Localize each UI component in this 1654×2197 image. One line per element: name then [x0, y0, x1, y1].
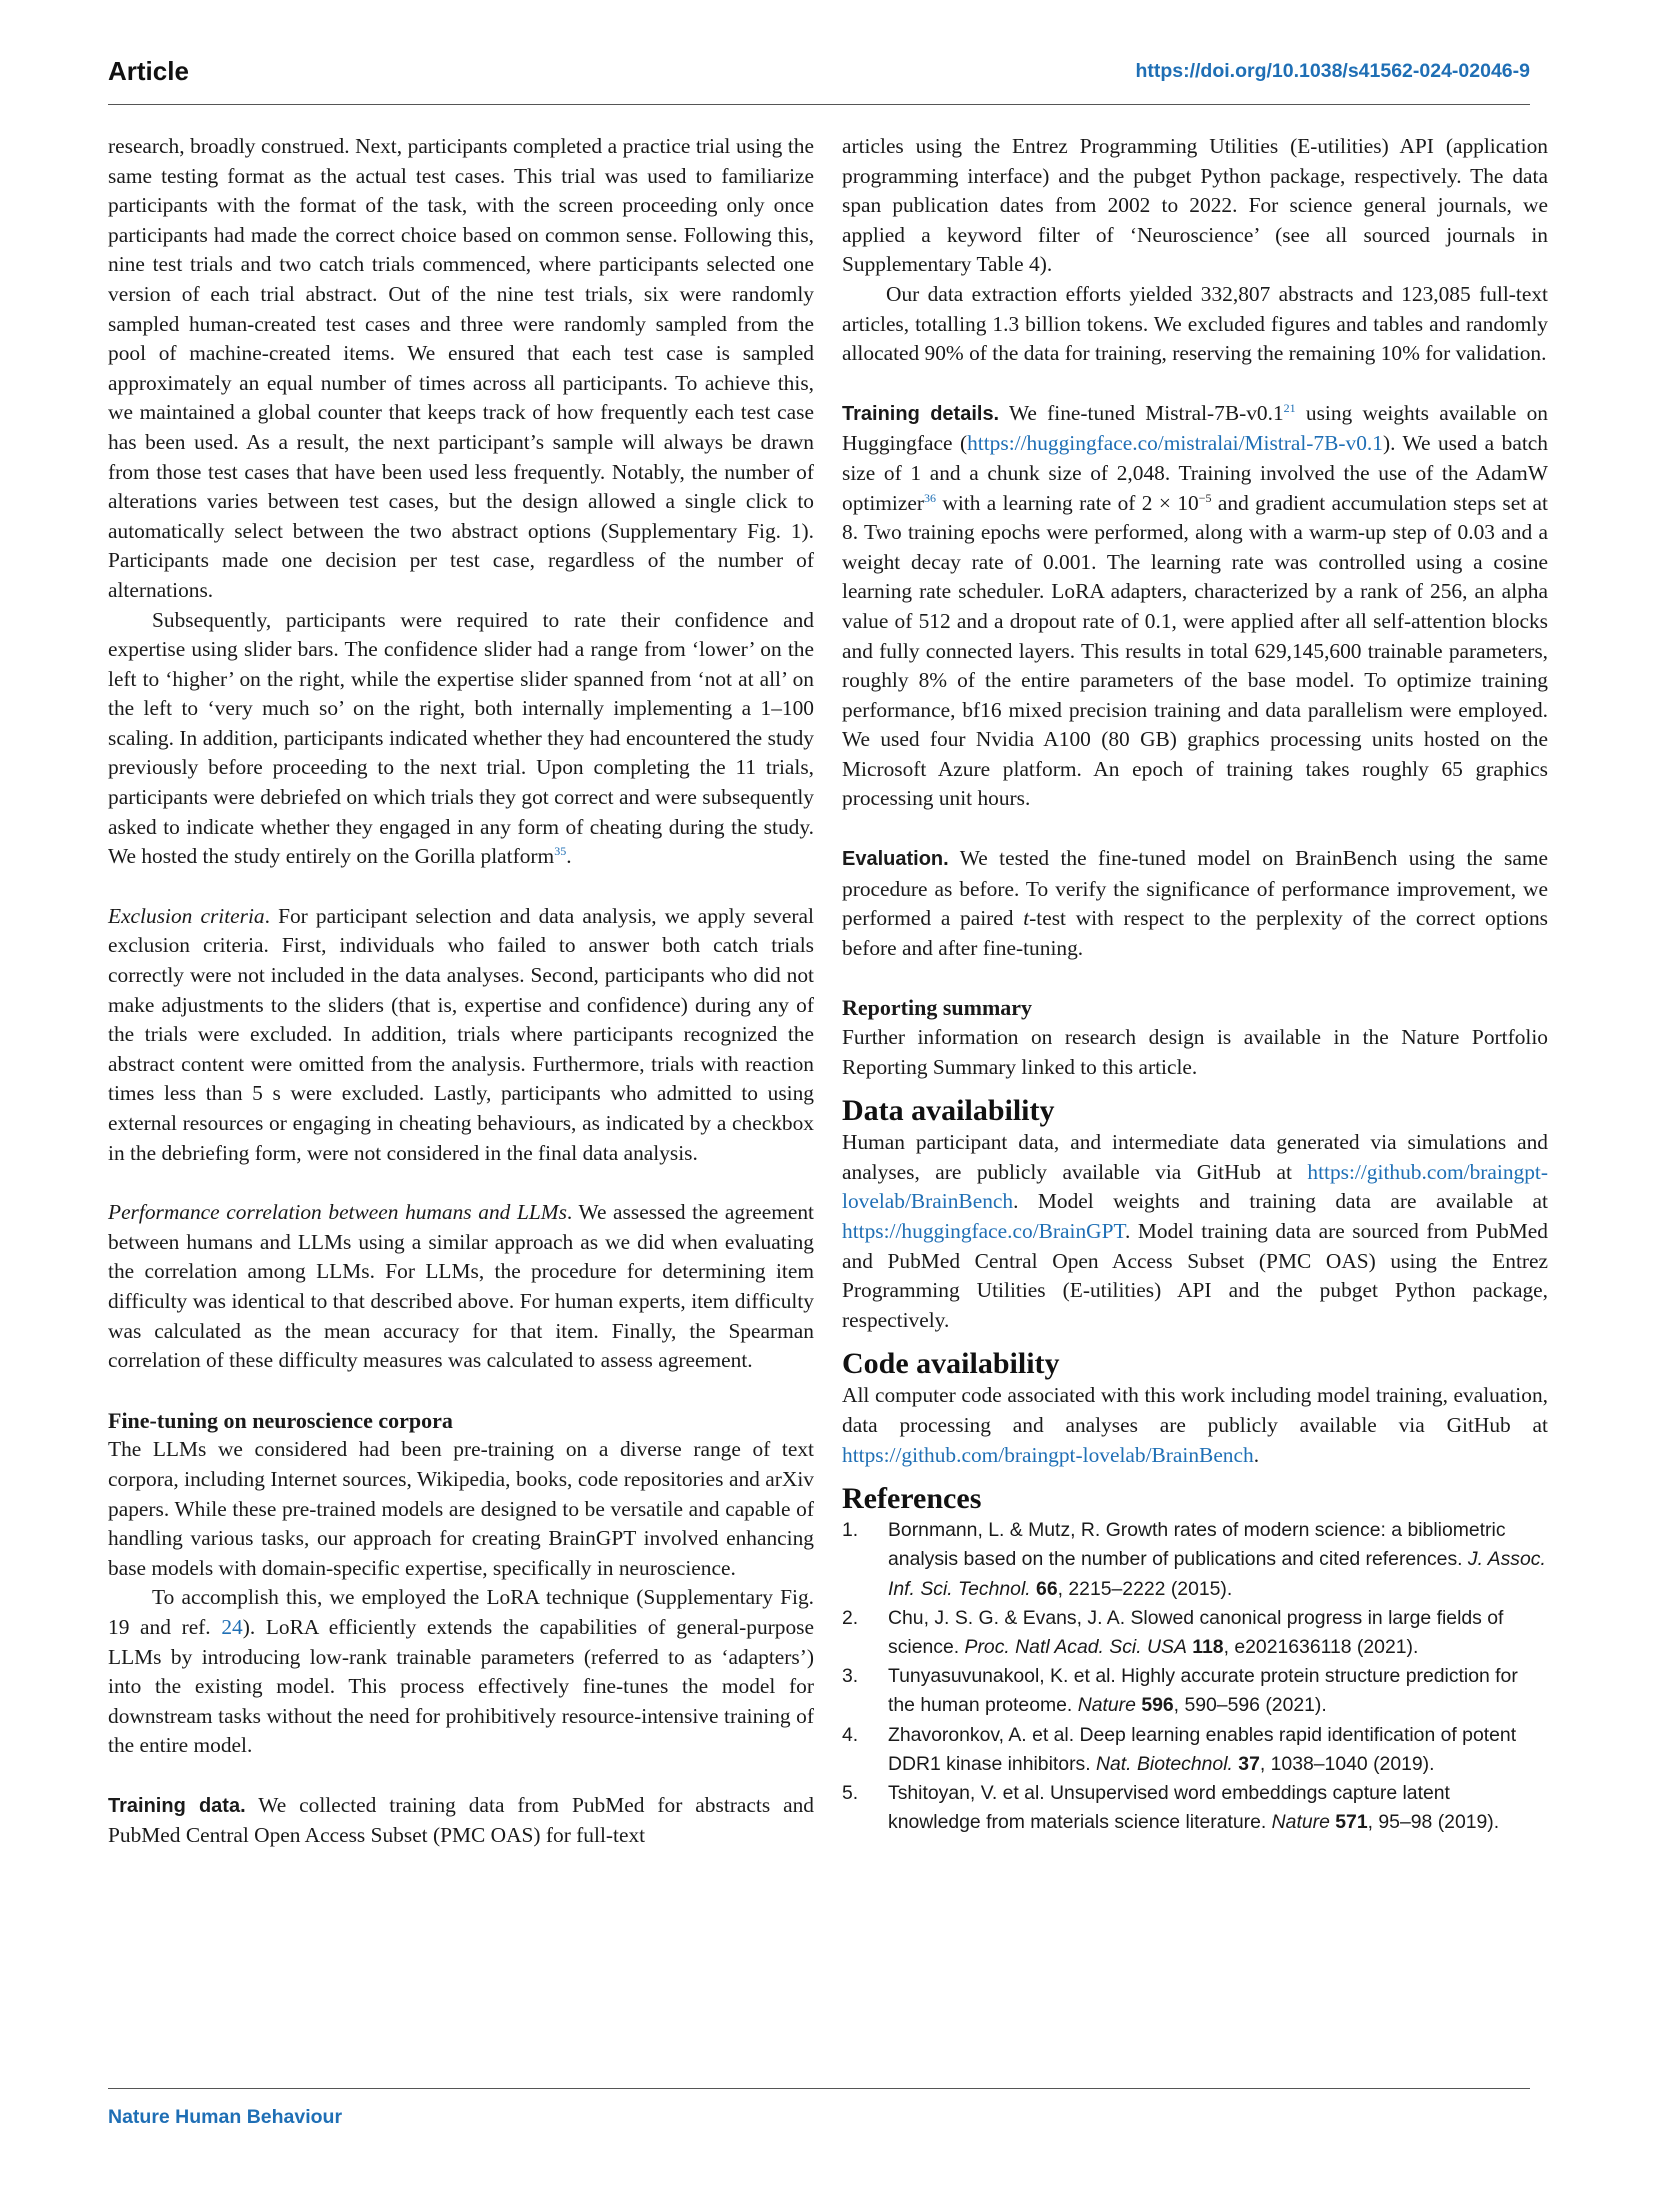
reference-pages: , e2021636118 (2021). [1223, 1635, 1419, 1658]
da-b: . Model weights and training data are available at [1013, 1189, 1548, 1214]
reference-item [842, 1516, 1548, 1604]
reference-pages: , 590–596 (2021). [1173, 1694, 1327, 1717]
citation-21[interactable]: 21 [1283, 400, 1296, 415]
paragraph-data-availability [842, 1128, 1548, 1335]
reference-volume: 37 [1238, 1752, 1260, 1775]
header-rule [108, 104, 1530, 105]
reference-number: 2. [842, 1606, 859, 1629]
reference-pages: , 1038–1040 (2019). [1259, 1752, 1435, 1775]
github-link[interactable]: https://github.com/braingpt-lovelab/BrainBench [842, 1159, 1548, 1214]
paragraph-finetune-2 [108, 1583, 814, 1761]
reference-volume: 118 [1192, 1635, 1224, 1658]
reference-text: Chu, J. S. G. & Evans, J. A. Slowed canonical progress in large fields of science. [888, 1606, 1504, 1658]
article-label: Article [108, 56, 189, 86]
ca-a: All computer code associated with this work including model training, evaluation, data processing and analyses are publicly available via GitHub at [842, 1383, 1548, 1437]
paragraph-finetune-1: The LLMs we considered had been pre-training on a diverse range of text corpora, including Internet sources, Wikipedia, books, code repositories and arXiv papers. While these pre-trained models are designed to be versatile and capable of handling various tasks, our approach for creating BrainGPT involved enhancing base models with domain-specific expertise, specifically in neuroscience. [108, 1437, 814, 1580]
ev-t: t [1023, 906, 1030, 931]
reference-item [842, 1779, 1548, 1837]
td-e: and gradient accumulation steps set at 8. Two training epochs were performed, along with a warm-up step of 0.03 and a weight decay rate of 0.001. The learning rate was controlled using a cosine learning rate scheduler. LoRA adapters, characterized by a rank of 256, an alpha value of 512 and a dropout rate of 0.1, were applied after all self-attention blocks and fully connected layers. This results in total 629,145,600 trainable parameters, roughly 8% of the entire parameters of the base model. To optimize training performance, bf16 mixed precision training and data parallelism were employed. We used four Nvidia A100 (80 GB) graphics processing units hosted on the Microsoft Azure platform. An epoch of training takes roughly 65 graphics processing unit hours. [842, 490, 1548, 811]
paragraph-eutilities: articles using the Entrez Programming Utilities (E-utilities) API (application programming interface) and the pubget Python package, respectively. The data span publication dates from 2002 to 2022. For science general journals, we applied a keyword filter of ‘Neuroscience’ (see all sourced journals in Supplementary Table 4). [842, 134, 1548, 277]
performance-label: Performance correlation between humans and LLMs [108, 1200, 567, 1225]
exclusion-text: . For participant selection and data analysis, we apply several exclusion criteria. First, individuals who failed to answer both catch trials correctly were not included in the data analyses. Second, participants who did not make adjustments to the sliders (that is, expertise and confidence) during any of the trials were excluded. In addition, trials where participants recognized the abstract content were omitted from the analysis. Furthermore, trials with reaction times less than 5 s were excluded. Lastly, participants who admitted to using external resources or engaging in cheating behaviours, as indicated by a checkbox in the debriefing form, were not considered in the final data analysis. [108, 903, 814, 1165]
paragraph-training-details [842, 399, 1548, 814]
reference-item [842, 1662, 1548, 1720]
da-c: . Model training data are sourced from PubMed and PubMed Central Open Access Subset (PMC OAS) using the Entrez Programming Utilities (E-utilities) API and the pubget Python package, respectively. [842, 1219, 1548, 1332]
performance-text: . We assessed the agreement between humans and LLMs using a similar approach as we did when evaluating the correlation among LLMs. For LLMs, the procedure for determining item difficulty was identical to that described above. For human experts, item difficulty was calculated as the mean accuracy for that item. Finally, the Spearman correlation of these difficulty measures was calculated to assess agreement. [108, 1200, 814, 1373]
paragraph-evaluation [842, 844, 1548, 963]
paragraph-exclusion [108, 902, 814, 1168]
paragraph-performance [108, 1198, 814, 1376]
reference-number: 3. [842, 1665, 859, 1688]
ev-b: -test with respect to the perplexity of the correct options before and after fine-tuning. [842, 906, 1548, 960]
exclusion-label: Exclusion criteria [108, 903, 265, 928]
td-c: ). We used a batch size of 1 and a chunk size of 2,048. Training involved the use of the AdamW optimizer [842, 431, 1548, 515]
training-data-text: We collected training data from PubMed for abstracts and PubMed Central Open Access Subset (PMC OAS) for full-text [108, 1792, 814, 1848]
citation-36[interactable]: 36 [923, 490, 936, 505]
paragraph-sliders [108, 606, 814, 872]
reporting-heading: Reporting summary [842, 995, 1033, 1021]
reference-number: 4. [842, 1723, 859, 1746]
journal-footer: Nature Human Behaviour [108, 2106, 343, 2128]
reference-journal: Proc. Natl Acad. Sci. USA [964, 1635, 1187, 1658]
reference-pages: , 2215–2222 (2015). [1057, 1577, 1233, 1600]
exponent: −5 [1198, 490, 1212, 505]
reference-journal: J. Assoc. Inf. Sci. Technol. [888, 1548, 1546, 1600]
reference-journal: Nature [1077, 1694, 1136, 1717]
page-header [108, 56, 1530, 100]
ev-a: We tested the fine-tuned model on BrainBench using the same procedure as before. To verify the significance of performance improvement, we performed a paired [842, 846, 1548, 931]
td-d: with a learning rate of 2 × 10 [935, 490, 1199, 515]
evaluation-label: Evaluation. [842, 848, 949, 871]
paragraph-sliders-text: Subsequently, participants were required to rate their confidence and expertise using slider bars. The confidence slider had a range from ‘lower’ on the left to ‘higher’ on the right, while the expertise slider spanned from ‘not at all’ on the left to ‘very much so’ on the right, both internally implementing a 1–100 scaling. In addition, participants indicated whether they had encountered the study previously before proceeding to the next trial. Upon completing the 11 trials, participants were debriefed on which trials they got correct and were subsequently asked to indicate whether they engaged in any form of cheating during the study. We hosted the study entirely on the Gorilla platform [108, 607, 814, 869]
references-heading: References [842, 1482, 982, 1516]
reference-item [842, 1604, 1548, 1662]
data-availability-heading: Data availability [842, 1094, 1055, 1128]
training-data-label: Training data. [108, 1794, 246, 1817]
reference-item [842, 1721, 1548, 1779]
paragraph-reporting: Further information on research design is available in the Nature Portfolio Reporting Summary linked to this article. [842, 1025, 1548, 1079]
reference-pages: , 95–98 (2019). [1367, 1811, 1500, 1834]
reference-volume: 596 [1141, 1694, 1174, 1717]
finetune-heading: Fine-tuning on neuroscience corpora [108, 1407, 453, 1433]
td-b: using weights available on Huggingface ( [842, 400, 1548, 456]
reference-text: Tunyasuvunakool, K. et al. Highly accurate protein structure prediction for the human proteome. [888, 1665, 1518, 1717]
training-details-label: Training details. [842, 402, 1000, 425]
reference-journal: Nat. Biotechnol. [1096, 1752, 1233, 1775]
paragraph-sliders-end: . [566, 844, 572, 869]
finetune-2-b: ). LoRA efficiently extends the capabilities of general-purpose LLMs by introducing low-rank trainable parameters (referred to as ‘adapters’) into the existing model. This process effectively fine-tunes the model for downstream tasks without the need for prohibitively resource-intensive training of the entire model. [108, 1614, 814, 1758]
code-github-link[interactable]: https://github.com/braingpt-lovelab/BrainBench [842, 1442, 1254, 1467]
mistral-link[interactable]: https://huggingface.co/mistralai/Mistral-7B-v0.1 [967, 431, 1383, 456]
reference-text: Tshitoyan, V. et al. Unsupervised word embeddings capture latent knowledge from materials science literature. [888, 1781, 1450, 1834]
reference-volume: 66 [1036, 1577, 1058, 1600]
reference-list [842, 1516, 1548, 1837]
reference-text: Zhavoronkov, A. et al. Deep learning enables rapid identification of potent DDR1 kinase inhibitors. [888, 1723, 1517, 1775]
citation-35[interactable]: 35 [554, 844, 567, 859]
paragraph-training-data [108, 1791, 814, 1851]
paragraph-extraction: Our data extraction efforts yielded 332,807 abstracts and 123,085 full-text articles, totalling 1.3 billion tokens. We excluded figures and tables and randomly allocated 90% of the data for training, reserving the remaining 10% for validation. [842, 281, 1548, 366]
reference-journal: Nature [1271, 1811, 1330, 1834]
ref-24-link[interactable]: 24 [221, 1614, 243, 1639]
code-availability-heading: Code availability [842, 1347, 1060, 1381]
reference-number: 1. [842, 1519, 859, 1542]
right-column [842, 132, 1548, 1837]
doi-link[interactable]: https://doi.org/10.1038/s41562-024-02046-9 [1135, 60, 1530, 82]
finetune-2-a: To accomplish this, we employed the LoRA technique (Supplementary Fig. 19 and ref. [108, 1585, 814, 1639]
ca-b: . [1253, 1442, 1260, 1467]
left-column [108, 132, 814, 1851]
reference-text: Bornmann, L. & Mutz, R. Growth rates of modern science: a bibliometric analysis based on the number of publications and cited references. [888, 1519, 1506, 1571]
huggingface-link[interactable]: https://huggingface.co/BrainGPT [842, 1219, 1125, 1243]
footer-rule [108, 2088, 1530, 2089]
td-a: We fine-tuned Mistral-7B-v0.1 [999, 400, 1284, 425]
da-a: Human participant data, and intermediate data generated via simulations and analyses, are publicly available via GitHub at [842, 1130, 1548, 1184]
reference-volume: 571 [1335, 1811, 1368, 1834]
paragraph-procedure: research, broadly construed. Next, participants completed a practice trial using the same testing format as the actual test cases. This trial was used to familiarize participants with the format of the task, with the screen proceeding only once participants had made the correct choice based on common sense. Following this, nine test trials and two catch trials commenced, where participants selected one version of each trial abstract. Out of the nine test trials, six were randomly sampled human-created test cases and three were randomly sampled from the pool of machine-created items. We ensured that each test case is sampled approximately an equal number of times across all participants. To achieve this, we maintained a global counter that keeps track of how frequently each test case has been used. As a result, the next participant’s sample will always be drawn from those test cases that have been used less frequently. Notably, the number of alterations varies between test cases, but the design allowed a single click to automatically select between the two abstract options (Supplementary Fig. 1). Participants made one decision per test case, regardless of the number of alternations. [108, 134, 814, 602]
reference-number: 5. [842, 1781, 859, 1804]
paragraph-code-availability [842, 1381, 1548, 1470]
